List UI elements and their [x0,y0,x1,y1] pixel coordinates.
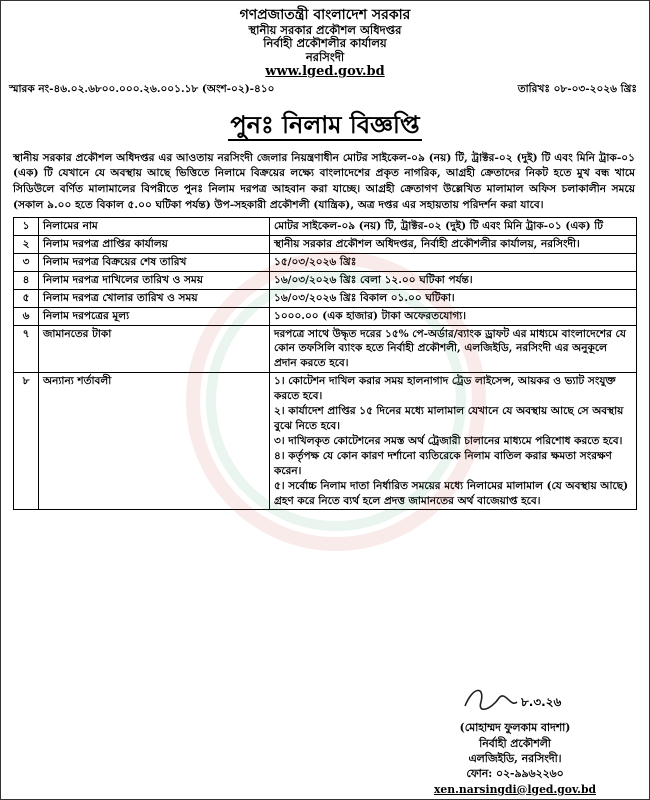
letterhead [1,7,649,80]
government-name: গণপ্রজাতন্ত্রী বাংলাদেশ সরকার [239,7,411,23]
officer-designation: নির্বাহী প্রকৌশলী [479,736,551,750]
notice-title [1,107,649,147]
term-item: ২। কার্যাদেশ প্রাপ্তির ১৫ দিনের মধ্যে মালামাল যেখানে যে অবস্থায় আছে সে অবস্থায় বুঝে নিতে হবে। [274,405,624,432]
signature-block [395,680,635,797]
row-number: ৭ [14,325,39,373]
row-number: ৬ [14,307,39,325]
row-value: দরপত্রে সাথে উদ্ধৃত দরের ১৫% পে-অর্ডার/ব্যাংক ড্রাফট এর মাধ্যমে বাংলাদেশের যে কোন তফসিলি ব্যাংক হতে নির্বাহী প্রকৌশলী, এলজিইডি, নরসিংদী এর অনুকূলে প্রদান করতে হবে। [270,325,637,373]
term-item: ৫। সর্বোচ্চ নিলাম দাতা নির্ধারিত সময়ের মধ্যে নিলামের মালামাল (যে অবস্থায় আছে) গ্রহণ করে নিতে ব্যর্থ হলে প্রদত্ত জামানতের অর্থ বাজেয়াপ্ত হবে। [274,479,629,507]
row-label: জামানতের টাকা [39,325,270,373]
row-value: ১৫/০৩/২০২৬ খ্রিঃ [270,253,637,271]
intro-paragraph: স্থানীয় সরকার প্রকৌশল অধিদপ্তর এর আওতায় নরসিংদী জেলার নিয়ন্ত্রণাধীন মোটর সাইকেল-০৯ (নয়) টি, ট্রাক্টর-০২ (দুই) টি এবং মিনি ট্রাক-০১ (এক) টি যেখানে যে অবস্থায় আছে ভিত্তিতে নিলামে বিক্রয়ের লক্ষ্যে বাংলাদেশের প্রকৃত নাগরিক, আগ্রহী ক্রেতাদের নিকট হতে মুখ বন্ধ খামে সিডিউলে বর্ণিত মালামালের বিপরীতে পুনঃ নিলাম দরপত্র আহবান করা যাচ্ছে। আগ্রহী ক্রেতাগণ উল্লেখিত মালামাল অফিস চলাকালীন সময়ে (সকাল ৯.০০ হতে বিকাল ৫.০০ ঘটিকা পর্যন্ত) উপ-সহকারী প্রকৌশলী (যান্ত্রিক), অত্র দপ্তর এর সহায়তায় পরিদর্শন করা যাবে। [13,151,635,212]
row-label: নিলাম দরপত্র দাখিলের তারিখ ও সময় [39,271,270,289]
row-label: নিলাম দরপত্রের মূল্য [39,307,270,325]
row-value: স্থানীয় সরকার প্রকৌশল অধিদপ্তর, নির্বাহী প্রকৌশলীর কার্যালয়, নরসিংদী। [270,236,637,254]
table-row [14,307,637,325]
row-number: ৩ [14,253,39,271]
memo-date: তারিখঃ ০৮-০৩-২০২৬ খ্রিঃ [517,82,637,95]
table-row-terms [14,373,637,510]
row-value: ১৬/০৩/২০২৬ খ্রিঃ বিকাল ০১.০০ ঘটিকা। [270,289,637,307]
table-row [14,325,637,373]
row-number: ১ [14,218,39,236]
officer-phone: ফোন: ০২-৯৯৬২২৬০ [466,767,564,781]
signature-date: ৮.৩.২৬ [521,695,562,710]
term-item: ৩। দাখিলকৃত কোটেশনের সমস্ত অর্থ ট্রেজারী চালানের মাধ্যমে পরিশোধ করতে হবে। [274,434,623,447]
signature-mark [395,680,635,720]
row-label: নিলাম দরপত্র প্রাপ্তির কার্যালয় [39,236,270,254]
row-value: মোটর সাইকেল-০৯ (নয়) টি, ট্রাক্টর-০২ (দুই) টি এবং মিনি ট্রাক-০১ (এক) টি [270,218,637,236]
schedule-table-body [14,218,637,510]
officer-email-link[interactable]: xen.narsingdi@lged.gov.bd [433,782,597,796]
row-number: ৪ [14,271,39,289]
table-row [14,253,637,271]
row-number: ৫ [14,289,39,307]
table-row [14,218,637,236]
department-name: স্থানীয় সরকার প্রকৌশল অধিদপ্তর [248,22,402,37]
memo-line [1,80,649,99]
table-row [14,236,637,254]
row-label: অন্যান্য শর্তাবলী [39,373,270,510]
term-item: ১। কোটেশন দাখিল করার সময় হালনাগাদ ট্রেড লাইসেন্স, আয়কর ও ভ্যাট সংযুক্ত করতে হবে। [274,375,616,403]
table-row [14,271,637,289]
website-link[interactable]: www.lged.gov.bd [265,64,385,80]
office-name: নির্বাহী প্রকৌশলীর কার্যালয় [263,36,387,51]
term-item: ৪। কর্তৃপক্ষ যে কোন কারণ দর্শানো ব্যতিরেকে নিলাম বাতিল করার ক্ষমতা সংরক্ষণ করেন। [274,449,612,477]
memo-reference: স্মারক নং-৪৬.০২.৬৮০০.০০০.২৬.০০১.১৮ (অংশ-০২)-৪১০ [9,82,275,95]
district-name: নরসিংদী [305,49,345,64]
row-number: ২ [14,236,39,254]
notice-title-text: পুনঃ নিলাম বিজ্ঞপ্তি [230,109,420,139]
table-row [14,289,637,307]
handwritten-signature [455,680,575,720]
row-label: নিলাম দরপত্র খোলার তারিখ ও সময় [39,289,270,307]
terms-list [270,373,637,510]
row-label: নিলামের নাম [39,218,270,236]
row-label: নিলাম দরপত্র বিক্রয়ের শেষ তারিখ [39,253,270,271]
schedule-table [13,217,637,510]
row-value: ১৬/০৩/২০২৬ খ্রিঃ বেলা ১২.০০ ঘটিকা পর্যন্ত। [270,271,637,289]
officer-name: (মোহাম্মদ ফুলকাম বাদশা) [459,721,571,735]
row-number: ৮ [14,373,39,510]
officer-organization: এলজিইডি, নরসিংদী। [468,752,562,766]
row-value: ১০০০.০০ (এক হাজার) টাকা অফেরতযোগ্য। [270,307,637,325]
